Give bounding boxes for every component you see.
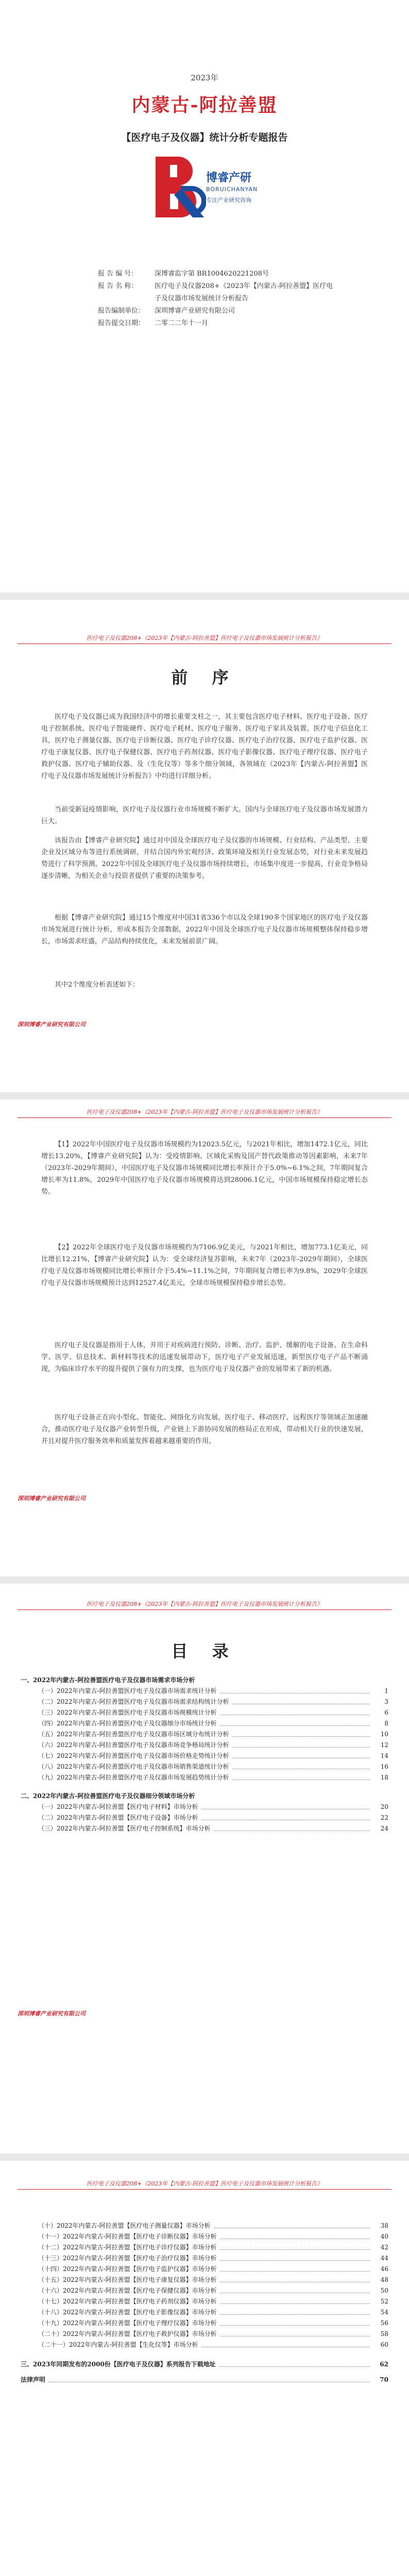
toc-page-number: 8 bbox=[384, 1720, 388, 1727]
toc-entry[interactable] bbox=[21, 1740, 388, 1751]
toc-page-number: 44 bbox=[380, 2255, 388, 2262]
page-divider bbox=[0, 2154, 409, 2161]
toc-entry-label: （四）2022年内蒙古-阿拉善盟医疗电子及仪器细分市场统计分析 bbox=[38, 1720, 217, 1727]
preface-paragraph: 根据【博睿产业研究院】通过15个维度对中国31省336个市以及全球190多个国家地区的医疗电子及仪器市场发展进行统计分析，形成本报告全部数据，2022年中国及全球医疗电子及仪器市场规模整体保持稳步增长，市场需求旺盛，产品结构持续优化，未来发展前景广阔。 bbox=[41, 914, 368, 945]
toc-entry-label: （八）2022年内蒙古-阿拉善盟医疗电子及仪器市场销售渠道统计分析 bbox=[38, 1763, 229, 1770]
running-header: 医疗电子及仪器208+《2023年【内蒙古-阿拉善盟】医疗电子及仪器市场发展统计分析报告》 bbox=[18, 2179, 391, 2190]
preface-paragraph: 其中2个维度分析表述如下： bbox=[55, 981, 140, 989]
meta-value: 深圳博睿产业研究有限公司 bbox=[155, 307, 235, 315]
finding-paragraph: 【2】2022年全球医疗电子及仪器市场规模约为7106.9亿美元，与2021年相比，增加773.1亿美元，同比增长12.21%，【博睿产业研究院】认为：受全球经济复苏影响，未来7年（2023年-2029年期间），全球医疗电子及仪器市场规模同比增长率预计介于5.4%~11.1%之间，7年期间复合增长率为9.8%，2029年全球医疗电子及仪器市场规模预计达到12527.4亿美元，全球市场规模保持稳步增长态势。 bbox=[41, 1244, 368, 1287]
br-logo-icon bbox=[155, 152, 206, 230]
meta-row bbox=[98, 280, 335, 305]
toc-leader bbox=[232, 1751, 370, 1758]
toc-leader bbox=[201, 1802, 370, 1809]
logo-cn-text: 博睿产研 bbox=[206, 171, 252, 184]
meta-label: 报告编制单位： bbox=[98, 307, 145, 315]
toc-leader bbox=[220, 2329, 370, 2336]
toc-entry-label: （九）2022年内蒙古-阿拉善盟医疗电子及仪器市场发展趋势统计分析 bbox=[38, 1774, 229, 1781]
toc-entry-label: （十二）2022年内蒙古-阿拉善盟【医疗电子诊疗仪器】市场分析 bbox=[38, 2244, 217, 2251]
toc-page-number: 40 bbox=[380, 2233, 388, 2240]
toc-page-number: 12 bbox=[380, 1741, 388, 1749]
toc-page-number: 58 bbox=[380, 2330, 388, 2337]
running-header: 医疗电子及仪器208+《2023年【内蒙古-阿拉善盟】医疗电子及仪器市场发展统计分析报告》 bbox=[18, 1600, 391, 1610]
meta-label: 报 告 名 称： bbox=[98, 282, 138, 290]
toc-page-number: 54 bbox=[380, 2309, 388, 2316]
toc-leader bbox=[220, 2275, 370, 2282]
toc-title: 目 录 bbox=[171, 1641, 238, 1661]
toc-entry-label: （二十）2022年内蒙古-阿拉善盟【医疗电子救护仪器】市场分析 bbox=[38, 2330, 217, 2337]
toc-page-number: 62 bbox=[380, 2361, 388, 2368]
toc-leader bbox=[220, 2231, 370, 2239]
toc-page-number: 14 bbox=[380, 1752, 388, 1759]
toc-part-label: 二、2022年内蒙古-阿拉善盟医疗电子及仪器细分领域市场分析 bbox=[21, 1792, 195, 1800]
toc-page-number: 46 bbox=[380, 2265, 388, 2273]
toc-entry[interactable] bbox=[21, 1729, 388, 1740]
toc-leader bbox=[220, 2296, 370, 2304]
toc-entry[interactable] bbox=[21, 2231, 388, 2242]
toc-entry-label: （十七）2022年内蒙古-阿拉善盟【医疗电子药剂仪器】市场分析 bbox=[38, 2298, 217, 2305]
toc-leader bbox=[220, 1686, 370, 1693]
toc-leader bbox=[232, 1761, 370, 1769]
toc-leader bbox=[232, 1740, 370, 1748]
toc-leader bbox=[214, 2221, 370, 2228]
toc-leader bbox=[219, 2359, 370, 2367]
finding-paragraph: 医疗电子设备正在向小型化、智能化、网络化方向发展，医疗电子、移动医疗、远程医疗等领域正加速融合，推动医疗电子及仪器产业转型升级，产业链上下游协同发展的格局正在形成，带动相关行业的快速发展，并且对提升医疗服务效率和质量发挥着越来越重要的作用。 bbox=[41, 1414, 368, 1445]
toc-entry[interactable] bbox=[21, 2242, 388, 2253]
toc-part[interactable] bbox=[21, 2374, 388, 2385]
toc-leader bbox=[220, 2307, 370, 2315]
running-header: 医疗电子及仪器208+《2023年【内蒙古-阿拉善盟】医疗电子及仪器市场发展统计分析报告》 bbox=[18, 1108, 391, 1118]
toc-part[interactable] bbox=[21, 1790, 388, 1802]
meta-value: 二零二二年十一月 bbox=[155, 319, 209, 327]
toc-leader bbox=[201, 2340, 370, 2347]
toc-entry[interactable] bbox=[21, 1761, 388, 1772]
toc-entry-label: （十四）2022年内蒙古-阿拉善盟【医疗电子监护仪器】市场分析 bbox=[38, 2265, 217, 2273]
toc-entry[interactable] bbox=[21, 1823, 388, 1834]
toc-leader bbox=[48, 2374, 370, 2382]
toc-entry[interactable] bbox=[21, 2253, 388, 2264]
toc-page-number: 22 bbox=[380, 1814, 388, 1821]
toc-part-label: 三、2023年同期发布的2000份【医疗电子及仪器】系列报告下载地址 bbox=[21, 2361, 216, 2368]
meta-row bbox=[98, 268, 335, 280]
toc-page-number: 20 bbox=[380, 1803, 388, 1810]
toc-part[interactable] bbox=[21, 1674, 388, 1686]
cover-title: 内蒙古-阿拉善盟 bbox=[131, 94, 278, 116]
report-meta bbox=[98, 268, 335, 330]
toc-leader bbox=[220, 1707, 370, 1715]
toc-entry-label: （十三）2022年内蒙古-阿拉善盟【医疗电子治疗仪器】市场分析 bbox=[38, 2255, 217, 2262]
toc-page-number: 48 bbox=[380, 2276, 388, 2283]
logo-slogan: 专注产业研究咨询 bbox=[206, 197, 251, 204]
toc-entry[interactable] bbox=[21, 1772, 388, 1783]
toc-entry-label: （一）2022年内蒙古-阿拉善盟医疗电子及仪器市场需求统计分析 bbox=[38, 1687, 217, 1694]
running-footer: 深圳博睿产业研究有限公司 bbox=[18, 2010, 86, 2017]
meta-label: 报 告 编 号： bbox=[98, 270, 138, 278]
toc-leader bbox=[232, 1729, 370, 1737]
toc-entry-label: （十六）2022年内蒙古-阿拉善盟【医疗电子保健仪器】市场分析 bbox=[38, 2287, 217, 2294]
toc-leader bbox=[220, 2242, 370, 2250]
table-of-contents-continued bbox=[21, 2221, 388, 2385]
cover-subtitle: 【医疗电子及仪器】统计分析专题报告 bbox=[121, 132, 288, 143]
toc-page-number: 24 bbox=[380, 1825, 388, 1832]
toc-entry[interactable] bbox=[21, 2221, 388, 2231]
toc-part[interactable] bbox=[21, 2359, 388, 2370]
meta-value: 医疗电子及仪器208+《2023年【内蒙古-阿拉善盟】医疗电子及仪器市场发展统计分析报告 bbox=[155, 282, 333, 302]
preface-title: 前 序 bbox=[171, 668, 238, 687]
finding-paragraph: 医疗电子及仪器是指用于人体，并用于对疾病进行预防、诊断、治疗、监护、缓解的电子设备。在生命科学、医学、信息技术、新材料等技术的迅速发展带动下，医疗电子产业发展迅速，新型医疗电子产品不断涌现，为临床诊疗水平的提升提供了强有力的支撑，也为医疗电子及仪器产业的发展带来了新的机遇。 bbox=[41, 1342, 368, 1373]
toc-entry[interactable] bbox=[21, 1718, 388, 1729]
toc-page-number: 18 bbox=[380, 1774, 388, 1781]
toc-entry[interactable] bbox=[21, 2296, 388, 2307]
toc-entry[interactable] bbox=[21, 1697, 388, 1707]
running-footer: 深圳博睿产业研究有限公司 bbox=[18, 1021, 86, 1028]
toc-part-label: 法律声明 bbox=[21, 2376, 46, 2383]
running-header: 医疗电子及仪器208+《2023年【内蒙古-阿拉善盟】医疗电子及仪器市场发展统计分析报告》 bbox=[18, 634, 391, 644]
toc-leader bbox=[232, 1772, 370, 1780]
toc-entry-label: （七）2022年内蒙古-阿拉善盟医疗电子及仪器市场价格走势统计分析 bbox=[38, 1752, 229, 1759]
toc-page-number: 16 bbox=[380, 1763, 388, 1770]
toc-entry[interactable] bbox=[21, 1802, 388, 1812]
toc-page-number: 42 bbox=[380, 2244, 388, 2251]
toc-page-number: 10 bbox=[380, 1731, 388, 1738]
toc-leader bbox=[201, 1812, 370, 1820]
toc-page-number: 56 bbox=[380, 2319, 388, 2327]
page-divider bbox=[0, 1577, 409, 1584]
preface-paragraph: 当前受新冠疫情影响，医疗电子及仪器行业市场规模不断扩大。国内与全球医疗电子及仪器市场发展潜力巨大。 bbox=[41, 806, 368, 825]
toc-entry-label: （十一）2022年内蒙古-阿拉善盟【医疗电子诊断仪器】市场分析 bbox=[38, 2233, 217, 2240]
toc-entry-label: （二）2022年内蒙古-阿拉善盟【医疗电子设备】市场分析 bbox=[38, 1814, 198, 1821]
toc-entry-label: （六）2022年内蒙古-阿拉善盟医疗电子及仪器市场竞争格局统计分析 bbox=[38, 1741, 229, 1749]
logo-en-text: BORUICHANYAN bbox=[206, 186, 258, 193]
toc-page-number: 6 bbox=[384, 1709, 388, 1716]
toc-entry[interactable] bbox=[21, 2307, 388, 2318]
toc-entry-label: （三）2022年内蒙古-阿拉善盟医疗电子及仪器市场规模统计分析 bbox=[38, 1709, 217, 1716]
toc-entry[interactable] bbox=[21, 2275, 388, 2285]
table-of-contents bbox=[21, 1674, 388, 1834]
toc-entry[interactable] bbox=[21, 2285, 388, 2296]
meta-row bbox=[98, 317, 335, 330]
toc-entry-label: （十九）2022年内蒙古-阿拉善盟【医疗电子理疗仪器】市场分析 bbox=[38, 2319, 217, 2327]
toc-entry-label: （一）2022年内蒙古-阿拉善盟【医疗电子材料】市场分析 bbox=[38, 1803, 198, 1810]
toc-page-number: 60 bbox=[380, 2341, 388, 2348]
meta-label: 报告提交日期： bbox=[98, 319, 145, 327]
preface-paragraph: 该报告由【博睿产业研究院】通过对中国及全球医疗电子及仪器的市场规模、行业结构、产品类型、主要企业及区域分布等进行系统调研，并结合国内外宏观经济、政策环境及相关行业发展态势，对行业未来发展趋势进行了科学预测。2022年中国及全球医疗电子及仪器市场持续增长，市场集中度进一步提高，行业竞争格局逐步清晰，为相关企业与投资者提供了重要的决策参考。 bbox=[41, 837, 368, 880]
toc-entry[interactable] bbox=[21, 1751, 388, 1761]
toc-leader bbox=[232, 1697, 370, 1704]
toc-entry-label: （十）2022年内蒙古-阿拉善盟【医疗电子测量仪器】市场分析 bbox=[38, 2222, 211, 2229]
toc-page-number: 50 bbox=[380, 2287, 388, 2294]
toc-entry-label: （五）2022年内蒙古-阿拉善盟医疗电子及仪器市场区域分布统计分析 bbox=[38, 1731, 229, 1738]
meta-row bbox=[98, 305, 335, 317]
toc-entry[interactable] bbox=[21, 2318, 388, 2329]
toc-entry-label: （三）2022年内蒙古-阿拉善盟【医疗电子控制系统】市场分析 bbox=[38, 1825, 211, 1832]
toc-entry-label: （十五）2022年内蒙古-阿拉善盟【医疗电子康复仪器】市场分析 bbox=[38, 2276, 217, 2283]
toc-entry[interactable] bbox=[21, 2340, 388, 2350]
toc-leader bbox=[214, 1823, 370, 1831]
toc-page-number: 3 bbox=[384, 1698, 388, 1705]
toc-page-number: 70 bbox=[380, 2376, 388, 2383]
toc-entry[interactable] bbox=[21, 1686, 388, 1697]
toc-page-number: 1 bbox=[384, 1687, 388, 1694]
toc-leader bbox=[220, 1718, 370, 1726]
cover-year: 2023年 bbox=[191, 73, 218, 82]
preface-paragraph: 医疗电子及仪器已成为我国经济中的增长重要支柱之一，其主要包含医疗电子材料、医疗电子设备、医疗电子控制系统、医疗电子智能硬件、医疗电子耗材、医疗电子服务、医疗电子家具及装置、医疗电子信息化工具，医疗电子测量仪器、医疗电子诊断仪器、医疗电子诊疗仪器、医疗电子治疗仪器、医疗电子监护仪器、医疗电子康复仪器、医疗电子保健仪器、医疗电子药剂仪器、医疗电子影像仪器、医疗电子理疗仪器、医疗电子救护仪器、医疗电子辅助仪器、及（生化仪等）等多个细分领域，各领域在《2023年【内蒙古-阿拉善盟】医疗电子及仪器市场发展统计分析报告》中均进行详细分析。 bbox=[41, 713, 368, 780]
toc-page-number: 52 bbox=[380, 2298, 388, 2305]
toc-entry-label: （二）2022年内蒙古-阿拉善盟医疗电子及仪器市场需求结构统计分析 bbox=[38, 1698, 229, 1705]
toc-entry-label: （二十一）2022年内蒙古-阿拉善盟【生化仪等】市场分析 bbox=[38, 2341, 198, 2348]
toc-leader bbox=[220, 2253, 370, 2261]
finding-paragraph: 【1】2022年中国医疗电子及仪器市场规模约为12023.5亿元，与2021年相比，增加1472.1亿元，同比增长13.20%，【博睿产业研究院】认为：受疫情影响、区域化采购及国产替代政策推动等因素影响，未来7年（2023年-2029年期间），中国医疗电子及仪器市场规模同比增长率预计介于5.0%~6.1%之间，7年期间复合增长率为11.8%，2029年中国医疗电子及仪器市场规模将达到28006.1亿元，中国市场规模保持稳定增长态势。 bbox=[41, 1141, 368, 1196]
toc-page-number: 38 bbox=[380, 2222, 388, 2229]
toc-leader bbox=[220, 2318, 370, 2326]
page-divider bbox=[0, 592, 409, 600]
toc-entry-label: （十八）2022年内蒙古-阿拉善盟【医疗电子影像仪器】市场分析 bbox=[38, 2309, 217, 2316]
running-footer: 深圳博睿产业研究有限公司 bbox=[18, 1495, 86, 1502]
toc-part-label: 一、2022年内蒙古-阿拉善盟医疗电子及仪器市场需求市场分析 bbox=[21, 1676, 195, 1684]
toc-entry[interactable] bbox=[21, 1707, 388, 1718]
toc-entry[interactable] bbox=[21, 2264, 388, 2275]
toc-entry[interactable] bbox=[21, 2329, 388, 2340]
company-logo bbox=[155, 152, 268, 235]
toc-leader bbox=[220, 2285, 370, 2293]
page-divider bbox=[0, 1092, 409, 1099]
meta-value: 深博睿监字第 BR1004620221208号 bbox=[155, 270, 269, 278]
toc-leader bbox=[220, 2264, 370, 2272]
toc-entry[interactable] bbox=[21, 1812, 388, 1823]
